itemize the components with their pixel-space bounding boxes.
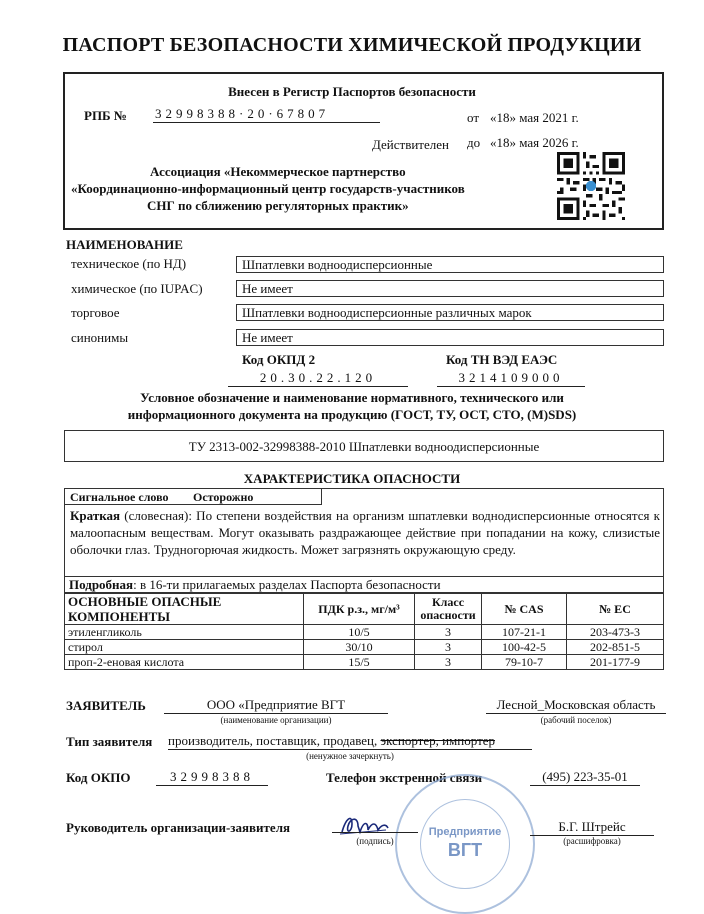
stamp-org: Предприятие — [428, 826, 502, 838]
applicant-type-value: производитель, поставщик, продавец, — [168, 733, 378, 748]
component-ec: 203-473-3 — [567, 625, 664, 640]
hazard-heading: ХАРАКТЕРИСТИКА ОПАСНОСТИ — [243, 471, 461, 486]
component-cas: 100-42-5 — [482, 640, 567, 655]
tnved-label: Код ТН ВЭД ЕАЭС — [446, 352, 558, 367]
applicant-org-name: ООО «Предприятие ВГТ — [164, 697, 388, 714]
from-prefix: от — [467, 110, 480, 125]
component-pdk: 10/5 — [304, 625, 415, 640]
signature-caption: (подпись) — [356, 836, 394, 846]
nd-value: ТУ 2313-002-32998388-2010 Шпатлевки водноодисперсионные — [188, 439, 540, 454]
table-row — [65, 640, 664, 655]
applicant-type-field — [168, 733, 532, 750]
naming-label-trade: торговое — [71, 305, 120, 320]
table-row — [65, 655, 664, 670]
applicant-type-struck: экспортер, импортер — [380, 733, 496, 748]
rpb-label: РПБ № — [84, 108, 127, 123]
components-header-pdk: ПДК р.з., мг/м³ — [304, 594, 415, 625]
phone-value: (495) 223-35-01 — [530, 769, 640, 786]
head-label: Руководитель организации-заявителя — [66, 820, 291, 835]
hazard-short-label: Краткая — [70, 508, 121, 523]
to-date: «18» мая 2026 г. — [490, 135, 579, 150]
component-pdk: 30/10 — [304, 640, 415, 655]
component-class: 3 — [415, 625, 482, 640]
component-cas: 107-21-1 — [482, 625, 567, 640]
component-name: этиленгликоль — [65, 625, 304, 640]
nd-heading-line-1: Условное обозначение и наименование нормативного, технического или — [140, 390, 564, 405]
signal-label: Сигнальное слово — [70, 490, 169, 504]
tnved-value: 3214109000 — [437, 370, 585, 387]
applicant-location-caption: (рабочий поселок) — [540, 715, 612, 725]
naming-label-chemical: химическое (по IUPAC) — [71, 281, 203, 296]
hazard-detail-text: : в 16-ти прилагаемых разделах Паспорта безопасности — [133, 577, 441, 592]
head-name: Б.Г. Штрейс — [530, 819, 654, 836]
hazard-short-description — [70, 507, 660, 558]
applicant-type-label: Тип заявителя — [66, 734, 153, 749]
okpo-label: Код ОКПО — [66, 770, 131, 785]
phone-label: Телефон экстренной связи — [326, 770, 483, 785]
component-pdk: 15/5 — [304, 655, 415, 670]
component-name: проп-2-еновая кислота — [65, 655, 304, 670]
components-header-ec: № ЕС — [567, 594, 664, 625]
register-heading: Внесен в Регистр Паспортов безопасности — [228, 84, 476, 99]
org-line-3: СНГ по сближению регуляторных практик» — [147, 198, 409, 213]
components-table — [64, 593, 664, 670]
components-header-cas: № CAS — [482, 594, 567, 625]
components-header-row — [65, 594, 664, 625]
okpd-label: Код ОКПД 2 — [242, 352, 316, 367]
applicant-location: Лесной_Московская область — [486, 697, 666, 714]
from-date: «18» мая 2021 г. — [490, 110, 579, 125]
signal-value: Осторожно — [193, 490, 254, 504]
component-name: стирол — [65, 640, 304, 655]
okpd-value: 20.30.22.120 — [228, 370, 408, 387]
component-cas: 79-10-7 — [482, 655, 567, 670]
component-ec: 201-177-9 — [567, 655, 664, 670]
okpo-value: 32998388 — [156, 769, 268, 786]
component-class: 3 — [415, 655, 482, 670]
component-ec: 202-851-5 — [567, 640, 664, 655]
rpb-number: 32998388·20·67807 — [153, 106, 380, 123]
components-header-name: ОСНОВНЫЕ ОПАСНЫЕ КОМПОНЕНТЫ — [65, 594, 304, 625]
table-row — [65, 625, 664, 640]
applicant-type-caption: (ненужное зачеркнуть) — [306, 751, 394, 761]
valid-label: Действителен — [372, 137, 449, 152]
document-title: ПАСПОРТ БЕЗОПАСНОСТИ ХИМИЧЕСКОЙ ПРОДУКЦИИ — [62, 34, 642, 56]
signature-line — [332, 832, 418, 833]
org-line-1: Ассоциация «Некоммерческое партнерство — [150, 164, 406, 179]
naming-value-synonyms: Не имеет — [236, 329, 664, 346]
naming-value-technical: Шпатлевки водноодисперсионные — [236, 256, 664, 273]
naming-label-technical: техническое (по НД) — [71, 256, 187, 271]
hazard-short-text: (словесная): По степени воздействия на организм шпатлевки воднодисперсионные относятся к малоопасным веществам. Могут оказывать раздражающее действие при попадании на кожу, слизистые оболочки глаз. Трудногорючая жидкость. Может загрязнять окружающую среду. — [70, 508, 660, 557]
qr-code — [557, 152, 625, 220]
head-name-caption: (расшифровка) — [563, 836, 621, 846]
to-prefix: до — [467, 135, 481, 150]
nd-heading-line-2: информационного документа на продукцию (ГОСТ, ТУ, ОСТ, СТО, (М)SDS) — [127, 407, 577, 422]
hazard-detail-label: Подробная — [69, 577, 134, 592]
applicant-org-caption: (наименование организации) — [220, 715, 332, 725]
stamp-name: ВГТ — [447, 840, 483, 860]
naming-heading: НАИМЕНОВАНИЕ — [66, 237, 183, 252]
org-line-2: «Координационно-информационный центр государств-участников — [71, 181, 465, 196]
naming-value-trade: Шпатлевки водноодисперсионные различных марок — [236, 304, 664, 321]
components-header-class: Класс опасности — [415, 594, 482, 625]
component-class: 3 — [415, 640, 482, 655]
signature — [338, 810, 390, 838]
naming-label-synonyms: синонимы — [71, 330, 129, 345]
hazard-detail-row — [64, 576, 664, 593]
naming-value-chemical: Не имеет — [236, 280, 664, 297]
applicant-label: ЗАЯВИТЕЛЬ — [66, 698, 146, 713]
